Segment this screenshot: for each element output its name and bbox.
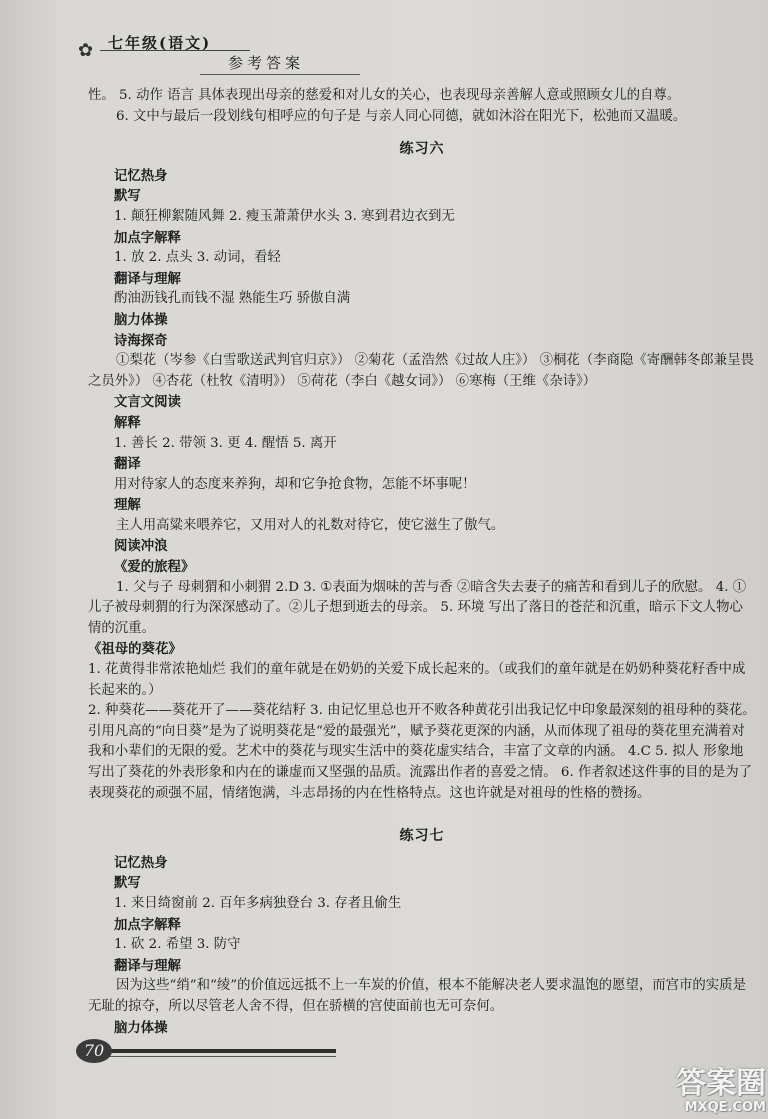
- subheading: 记忆热身: [114, 167, 168, 184]
- page-number: 70: [76, 1039, 112, 1063]
- subheading: 《爱的旅程》: [114, 559, 195, 576]
- section-title: 练习六: [399, 141, 445, 158]
- subheading: 《祖母的葵花》: [88, 641, 182, 658]
- answer-paragraph: 1. 花黄得非常浓艳灿烂 我们的童年就是在奶奶的关爱下成长起来的。（或我们的童年就是在奶奶种葵花籽香中成长起来的。）: [88, 662, 746, 698]
- watermark-url: MXQE.COM: [684, 1100, 766, 1115]
- subheading: 诗海探奇: [114, 332, 168, 349]
- answer-paragraph: 1. 父与子 母刺猬和小刺猬 2.D 3. ①表面为烟味的苦与香 ②暗含失去妻子的痛苦和看到儿子的欣慰。 4. ①儿子被母刺猬的行为深深感动了。②儿子想到逝去的母亲。 5. 环境 写出了落日的苍茫和沉重，暗示下文人物心情的沉重。: [88, 579, 747, 636]
- footer-rule: [106, 1056, 336, 1057]
- subheading: 默写: [114, 188, 141, 205]
- footer-bar: [106, 1049, 336, 1053]
- answer-line: 酌油沥钱孔而钱不湿 熟能生巧 骄傲自满: [114, 291, 351, 307]
- subheading: 记忆热身: [114, 854, 168, 871]
- answer-line: 1. 砍 2. 希望 3. 防守: [114, 937, 241, 953]
- subheading: 加点字解释: [114, 916, 181, 933]
- header-rule: [100, 50, 250, 51]
- answer-line: 用对待家人的态度来养狗，却和它争抢食物，怎能不坏事呢！: [114, 476, 476, 492]
- grade-label: 七年级(语文): [108, 34, 212, 52]
- answer-line: 1. 来日绮窗前 2. 百年多病独登台 3. 存者且偷生: [114, 895, 402, 911]
- subheading: 解释: [114, 414, 141, 431]
- answer-paragraph: 性。 5. 动作 语言 具体表现出母亲的慈爱和对儿女的关心，也表现母亲善解人意或照顾女儿的自尊。: [88, 88, 681, 103]
- subheading: 加点字解释: [114, 229, 181, 246]
- subheading: 翻译与理解: [114, 957, 181, 974]
- subtitle-rule: [200, 74, 360, 75]
- flower-icon: ✿: [78, 40, 94, 61]
- subheading: 脑力体操: [114, 311, 168, 328]
- subheading: 理解: [114, 497, 141, 514]
- answer-line: 1. 放 2. 点头 3. 动词，看轻: [114, 250, 281, 266]
- answer-paragraph: 6. 文中与最后一段划线句相呼应的句子是 与亲人同心同德，就如沐浴在阳光下，松弛而又温暖。: [116, 108, 687, 124]
- watermark-logo: [648, 1068, 766, 1115]
- answer-paragraph: 主人用高粱来喂养它，又用对人的礼数对待它，使它滋生了傲气。: [116, 517, 505, 533]
- answer-content: [88, 86, 756, 1038]
- watermark-text: 答案圈: [676, 1066, 766, 1101]
- section-title: 练习七: [399, 828, 445, 845]
- subheading: 脑力体操: [114, 1019, 168, 1036]
- answer-line: 1. 善长 2. 带领 3. 更 4. 醒悟 5. 离开: [114, 435, 337, 451]
- answer-paragraph: ①梨花（岑参《白雪歌送武判官归京》） ②菊花（孟浩然《过故人庄》） ③桐花（李商隐《寄酬韩冬郎兼呈畏之员外》） ④杏花（杜牧《清明》） ⑤荷花（李白《越女词》） ⑥寒梅（王维《杂诗》）: [88, 353, 754, 389]
- section-subtitle: 参考答案: [228, 54, 305, 72]
- subheading: 默写: [114, 875, 141, 892]
- subheading: 翻译: [114, 456, 141, 473]
- answer-paragraph: 2. 种葵花——葵花开了——葵花结籽 3. 由记忆里总也开不败各种黄花引出我记忆中印象最深刻的祖母种的葵花。 引用凡高的“向日葵”是为了说明葵花是“爱的最强光”，赋予葵花更深的内涵，从而体现了祖母的葵花里充满着对我和小辈们的无限的爱。艺术中的葵花与现实生活中的葵花虚实结合，丰富了文章的内涵。 4.C 5. 拟人 形象地写出了葵花的外表形象和内在的谦虚而又坚强的品质。流露出作者的喜爱之情。 6. 作者叙述这件事的目的是为了表现葵花的顽强不屈，情绪饱满，斗志昂扬的内在性格特点。这也许就是对祖母的性格的赞扬。: [88, 703, 756, 801]
- subheading: 阅读冲浪: [114, 538, 168, 555]
- subheading: 文言文阅读: [114, 394, 181, 411]
- answer-paragraph: 因为这些“绡”和“绫”的价值远远抵不上一车炭的价值，根本不能解决老人要求温饱的愿望，而宫市的实质是无耻的掠夺，所以尽管老人舍不得，但在骄横的宫使面前也无可奈何。: [88, 978, 746, 1014]
- answer-line: 1. 颠狂柳絮随风舞 2. 瘦玉萧萧伊水头 3. 寒到君边衣到无: [114, 208, 455, 224]
- subheading: 翻译与理解: [114, 270, 181, 287]
